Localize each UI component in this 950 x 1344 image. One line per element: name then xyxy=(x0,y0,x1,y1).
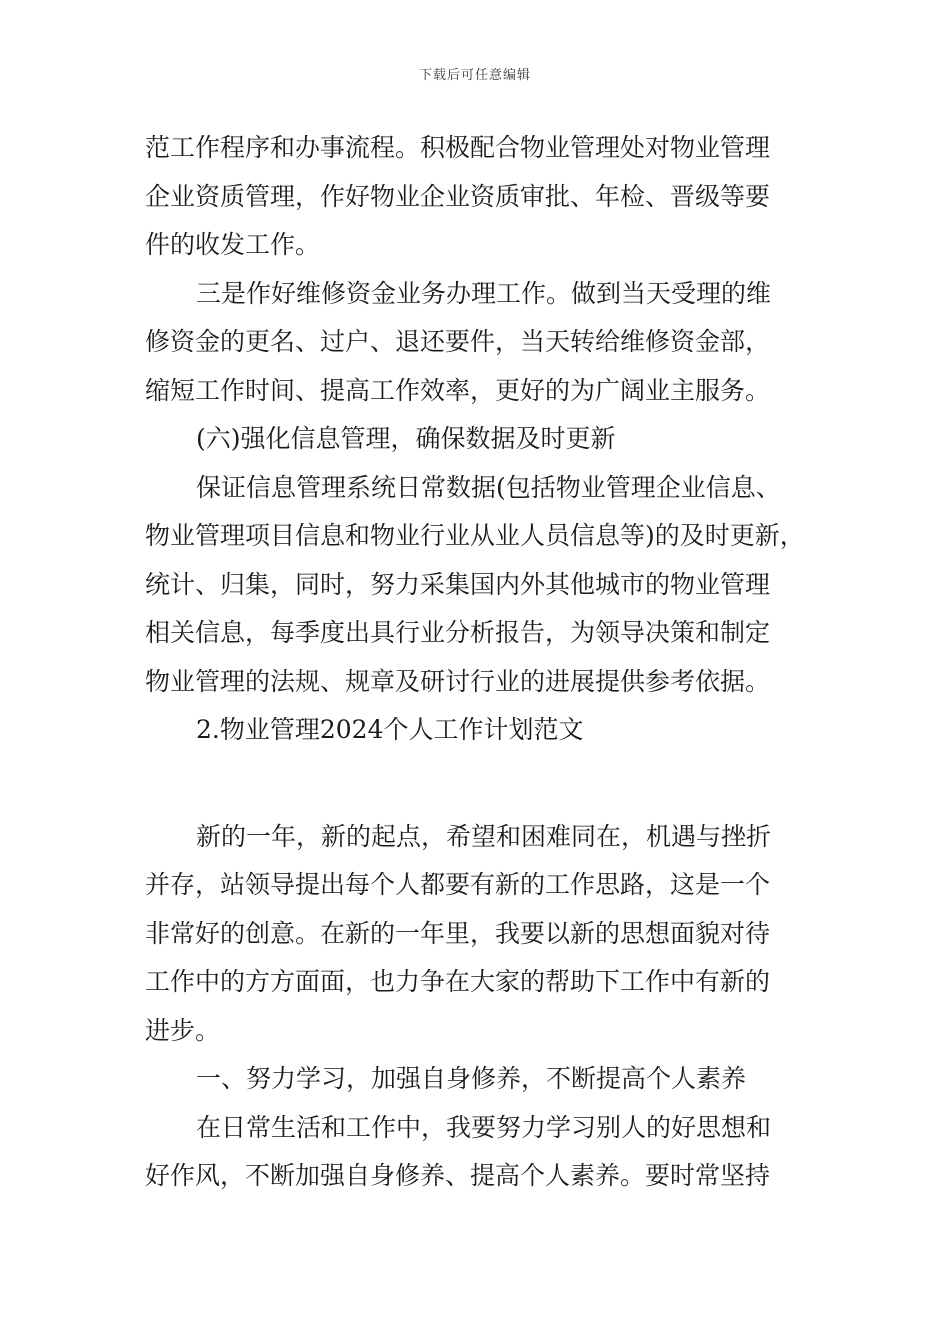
text-line: 修资金的更名、过户、退还要件，当天转给维修资金部， xyxy=(145,327,771,356)
text-line: 企业资质管理，作好物业企业资质审批、年检、晋级等要 xyxy=(145,181,771,211)
text-line: 物业管理的法规、规章及研讨行业的进展提供参考依据。 xyxy=(145,666,771,696)
text-line: 工作中的方方面面，也力争在大家的帮助下工作中有新的 xyxy=(145,967,771,996)
text-line: 件的收发工作。 xyxy=(145,230,321,259)
section-heading: (六)强化信息管理，确保数据及时更新 xyxy=(196,424,616,453)
text-line: 非常好的创意。在新的一年里，我要以新的思想面貌对待 xyxy=(145,918,771,948)
blank-spacer xyxy=(145,755,810,813)
paragraph-start-line: 三是作好维修资金业务办理工作。做到当天受理的维 xyxy=(196,278,772,308)
text-line: 范工作程序和办事流程。积极配合物业管理处对物业管理 xyxy=(145,133,771,162)
text-line: 进步。 xyxy=(145,1015,221,1045)
text-line: 好作风，不断加强自身修养、提高个人素养。要时常坚持 xyxy=(145,1161,771,1190)
paragraph-start-line: 在日常生活和工作中，我要努力学习别人的好思想和 xyxy=(196,1112,772,1142)
page-header: 下载后可任意编辑 xyxy=(418,68,531,83)
text-line: 统计、归集，同时，努力采集国内外其他城市的物业管理 xyxy=(145,569,771,599)
document-body xyxy=(145,124,810,1201)
text-line: 物业管理项目信息和物业行业从业人员信息等)的及时更新， xyxy=(145,521,805,550)
section-heading: 一、努力学习，加强自身修养，不断提高个人素养 xyxy=(196,1064,747,1093)
paragraph-start-line: 保证信息管理系统日常数据(包括物业管理企业信息、 xyxy=(196,472,781,502)
text-line: 相关信息，每季度出具行业分析报告，为领导决策和制定 xyxy=(145,618,771,647)
text-line: 缩短工作时间、提高工作效率，更好的为广阔业主服务。 xyxy=(145,375,771,405)
article-title: 2.物业管理2024个人工作计划范文 xyxy=(196,715,584,744)
text-line: 并存，站领导提出每个人都要有新的工作思路，这是一个 xyxy=(145,870,771,899)
paragraph-start-line: 新的一年，新的起点，希望和困难同在，机遇与挫折 xyxy=(196,821,772,851)
